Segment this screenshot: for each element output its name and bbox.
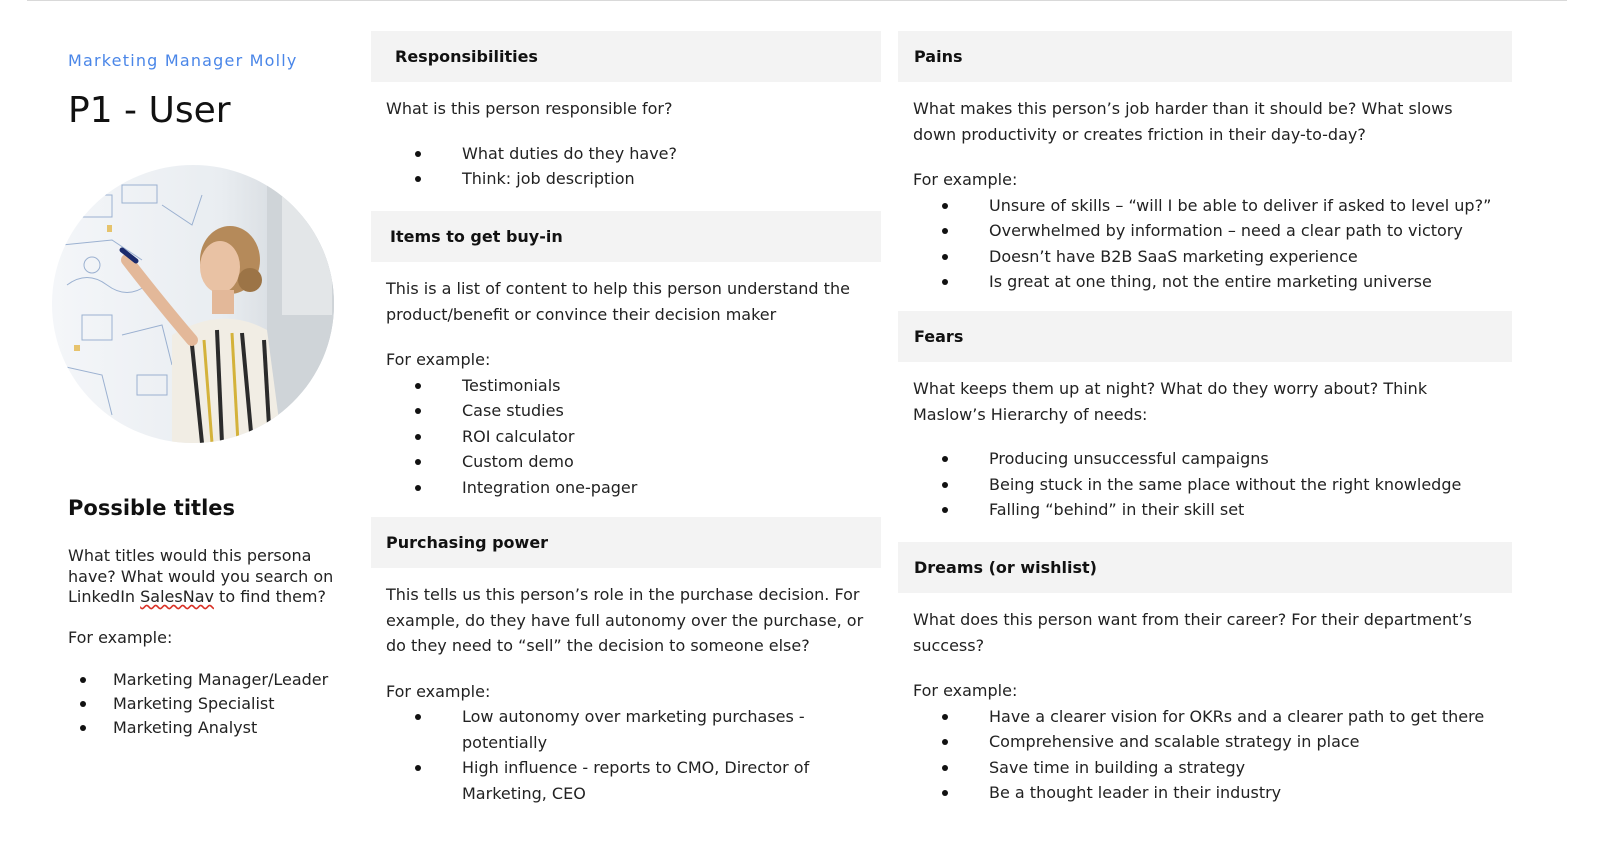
responsibilities-section	[371, 31, 881, 192]
list-item: Being stuck in the same place without the right knowledge	[913, 472, 1496, 498]
pains-section	[898, 31, 1512, 295]
responsibilities-list	[386, 141, 865, 192]
dreams-list	[913, 704, 1496, 806]
list-item: Think: job description	[386, 166, 865, 192]
list-item: Save time in building a strategy	[913, 755, 1496, 781]
possible-titles-heading: Possible titles	[68, 496, 236, 520]
section-description: What keeps them up at night? What do they worry about? Think Maslow’s Hierarchy of needs:	[913, 379, 1428, 424]
section-description: This tells us this person’s role in the purchase decision. For example, do they have full autonomy over the purchase, or do they need to “sell” the decision to someone else?	[386, 585, 864, 655]
persona-photo	[52, 165, 334, 443]
section-heading: Fears	[898, 311, 1512, 362]
list-item: Falling “behind” in their skill set	[913, 497, 1496, 523]
possible-titles-intro: What titles would this persona have? What would you search on LinkedIn SalesNav to find them?	[68, 546, 334, 606]
buy-in-section	[371, 211, 881, 500]
list-item: Producing unsuccessful campaigns	[913, 446, 1496, 472]
list-item: Custom demo	[386, 449, 865, 475]
list-item: Case studies	[386, 398, 865, 424]
buy-in-list	[386, 373, 865, 501]
possible-titles-example-label: For example:	[68, 628, 173, 647]
list-item: Is great at one thing, not the entire marketing universe	[913, 269, 1496, 295]
list-item: Marketing Specialist	[76, 692, 328, 716]
list-item: Marketing Analyst	[76, 716, 328, 740]
list-item: Unsure of skills – “will I be able to deliver if asked to level up?”	[913, 193, 1496, 219]
pains-list	[913, 193, 1496, 295]
fears-list	[913, 446, 1496, 523]
top-divider	[27, 0, 1567, 1]
section-heading: Pains	[898, 31, 1512, 82]
section-description: What makes this person’s job harder than it should be? What slows down productivity or creates friction in their day-to-day?	[913, 99, 1453, 144]
list-item: Comprehensive and scalable strategy in place	[913, 729, 1496, 755]
example-label: For example:	[913, 170, 1018, 189]
fears-section	[898, 311, 1512, 523]
example-label: For example:	[913, 681, 1018, 700]
section-heading: Purchasing power	[371, 517, 881, 568]
possible-titles-list	[76, 668, 328, 740]
list-item: Low autonomy over marketing purchases - potentially	[386, 704, 816, 755]
example-label: For example:	[386, 350, 491, 369]
section-description: What does this person want from their career? For their department’s success?	[913, 610, 1472, 655]
list-item: What duties do they have?	[386, 141, 865, 167]
section-heading: Dreams (or wishlist)	[898, 542, 1512, 593]
list-item: ROI calculator	[386, 424, 865, 450]
list-item: Integration one-pager	[386, 475, 865, 501]
section-heading: Responsibilities	[371, 31, 881, 82]
dreams-section	[898, 542, 1512, 806]
list-item: High influence - reports to CMO, Director of Marketing, CEO	[386, 755, 816, 806]
list-item: Be a thought leader in their industry	[913, 780, 1496, 806]
section-description: This is a list of content to help this person understand the product/benefit or convince their decision maker	[386, 279, 850, 324]
list-item: Testimonials	[386, 373, 865, 399]
section-question: What is this person responsible for?	[386, 99, 673, 118]
persona-name: Marketing Manager Molly	[68, 51, 298, 70]
spellcheck-underlined-word: SalesNav	[140, 587, 214, 606]
list-item: Doesn’t have B2B SaaS marketing experience	[913, 244, 1496, 270]
list-item: Have a clearer vision for OKRs and a clearer path to get there	[913, 704, 1496, 730]
purchasing-power-section	[371, 517, 881, 806]
example-label: For example:	[386, 681, 491, 701]
list-item: Marketing Manager/Leader	[76, 668, 328, 692]
persona-title: P1 - User	[68, 90, 231, 131]
purchasing-power-list	[386, 704, 816, 806]
section-heading: Items to get buy-in	[371, 211, 881, 262]
list-item: Overwhelmed by information – need a clear path to victory	[913, 218, 1496, 244]
